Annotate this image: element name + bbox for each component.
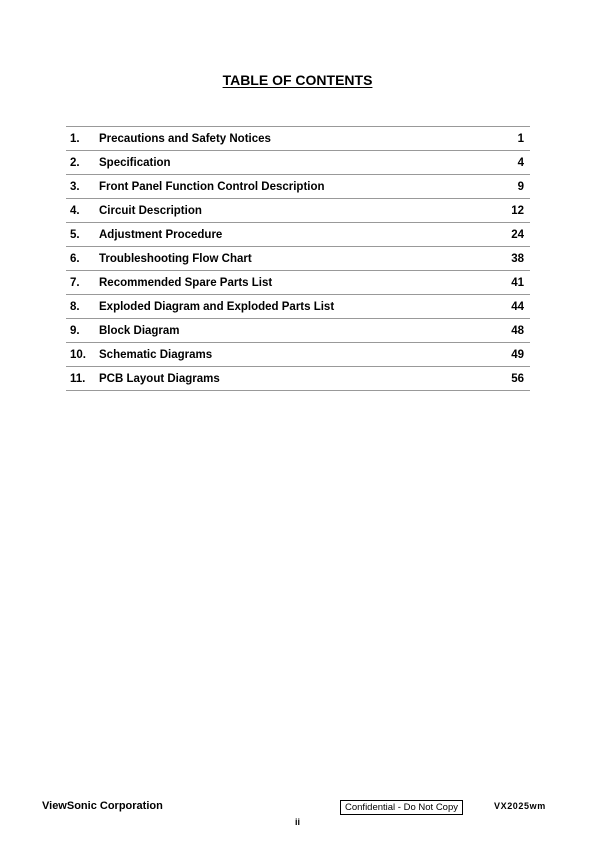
toc-entry-title: Recommended Spare Parts List bbox=[99, 276, 273, 289]
toc-entry-number: 9. bbox=[70, 324, 80, 337]
toc-entry-page: 48 bbox=[511, 324, 524, 337]
toc-entry-title: Block Diagram bbox=[99, 324, 180, 337]
toc-entry-number: 3. bbox=[70, 180, 80, 193]
toc-entry-page: 1 bbox=[517, 132, 524, 145]
toc-entry[interactable] bbox=[66, 295, 530, 319]
toc-entry-number: 2. bbox=[70, 156, 80, 169]
toc-entry-title: Precautions and Safety Notices bbox=[99, 132, 271, 145]
toc-entry-title: Specification bbox=[99, 156, 171, 169]
toc-entry-page: 56 bbox=[511, 372, 524, 385]
toc-entry-number: 8. bbox=[70, 300, 80, 313]
toc-entry-number: 11. bbox=[70, 372, 86, 385]
toc-entry-number: 7. bbox=[70, 276, 80, 289]
toc-entry[interactable] bbox=[66, 271, 530, 295]
toc-entry-page: 9 bbox=[517, 180, 524, 193]
toc-entry[interactable] bbox=[66, 367, 530, 391]
toc-entry-page: 44 bbox=[511, 300, 524, 313]
toc-entry-number: 10. bbox=[70, 348, 86, 361]
toc-entry[interactable] bbox=[66, 223, 530, 247]
toc-entry[interactable] bbox=[66, 247, 530, 271]
toc-entry-title: Adjustment Procedure bbox=[99, 228, 223, 241]
footer-page-number: ii bbox=[294, 817, 300, 827]
toc-entry-number: 4. bbox=[70, 204, 80, 217]
toc-entry-page: 24 bbox=[511, 228, 524, 241]
toc-entry-title: Troubleshooting Flow Chart bbox=[99, 252, 252, 265]
toc-entry-title: Exploded Diagram and Exploded Parts List bbox=[99, 300, 335, 313]
footer-model: VX2025wm bbox=[494, 801, 546, 811]
toc-entry-number: 1. bbox=[70, 132, 80, 145]
toc-entry[interactable] bbox=[66, 199, 530, 223]
toc-entry-number: 5. bbox=[70, 228, 80, 241]
toc-entry[interactable] bbox=[66, 319, 530, 343]
toc-entry-title: Circuit Description bbox=[99, 204, 202, 217]
toc-entry-number: 6. bbox=[70, 252, 80, 265]
toc-entry[interactable] bbox=[66, 175, 530, 199]
toc-entry-page: 49 bbox=[511, 348, 524, 361]
toc-entry-page: 41 bbox=[511, 276, 524, 289]
toc-entry[interactable] bbox=[66, 151, 530, 175]
toc-entry-title: Front Panel Function Control Description bbox=[99, 180, 325, 193]
toc-entry-page: 38 bbox=[511, 252, 524, 265]
toc-entry[interactable] bbox=[66, 127, 530, 151]
toc-entry-page: 4 bbox=[517, 156, 524, 169]
toc-list bbox=[66, 126, 530, 391]
toc-entry-title: PCB Layout Diagrams bbox=[99, 372, 220, 385]
toc-entry[interactable] bbox=[66, 343, 530, 367]
toc-entry-page: 12 bbox=[511, 204, 524, 217]
page-title: TABLE OF CONTENTS bbox=[222, 72, 373, 88]
toc-entry-title: Schematic Diagrams bbox=[99, 348, 213, 361]
footer-confidential-notice: Confidential - Do Not Copy bbox=[340, 800, 463, 815]
footer-company: ViewSonic Corporation bbox=[42, 800, 163, 812]
